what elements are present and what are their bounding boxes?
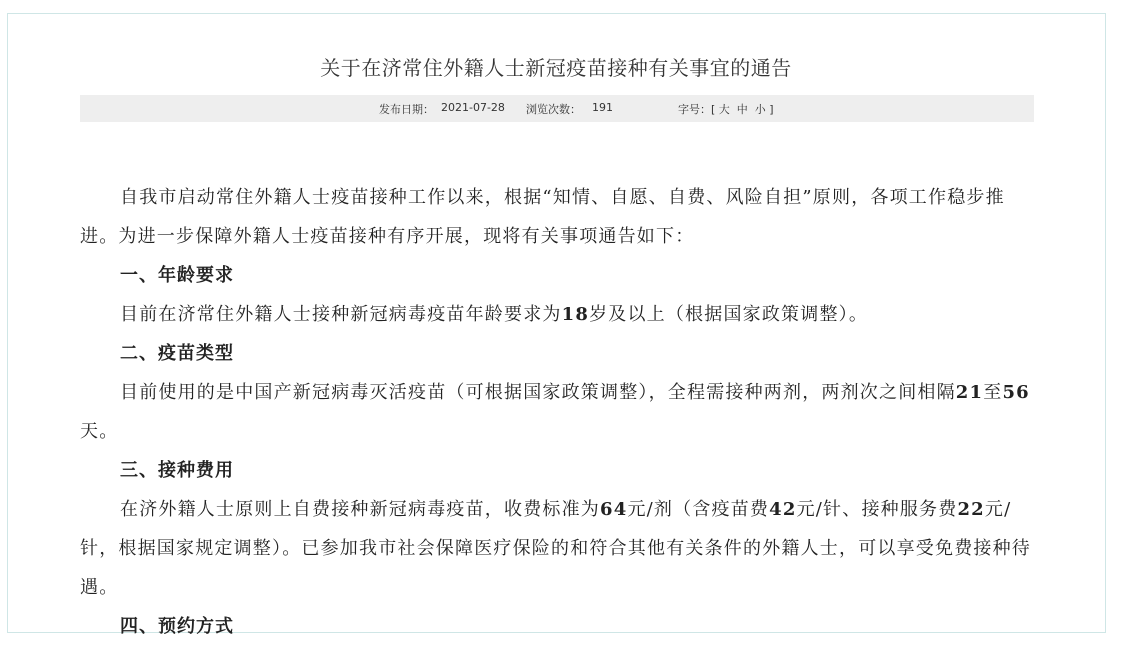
service-fee: 22 bbox=[957, 499, 985, 520]
section-heading-fees: 三、接种费用 bbox=[120, 460, 234, 481]
fees-text-d: 元/针，根据国家规定调整）。已参加我市社会保障医疗保险的和符合其他有关条件的外籍人士，可以享受免费接种待遇。 bbox=[80, 499, 1031, 598]
font-size-large-button[interactable]: 大 bbox=[718, 103, 730, 116]
interval-min: 21 bbox=[955, 382, 984, 403]
vaccine-text-a: 目前使用的是中国产新冠病毒灭活疫苗（可根据国家政策调整），全程需接种两剂，两剂次之间相隔 bbox=[120, 382, 956, 403]
section-heading-vaccine-type: 二、疫苗类型 bbox=[120, 343, 234, 364]
intro-paragraph: 自我市启动常住外籍人士疫苗接种工作以来，根据“知情、自愿、自费、风险自担”原则，各项工作稳步推进。为进一步保障外籍人士疫苗接种有序开展，现将有关事项通告如下： bbox=[80, 187, 1005, 247]
font-size-medium-button[interactable]: 中 bbox=[736, 103, 748, 116]
fee-per-dose: 64 bbox=[600, 499, 628, 520]
fees-paragraph bbox=[80, 490, 1040, 607]
publish-date: 2021-07-28 bbox=[441, 101, 505, 114]
fees-text-a: 在济外籍人士原则上自费接种新冠病毒疫苗，收费标准为 bbox=[120, 499, 600, 520]
age-text-b: 岁及以上（根据国家政策调整）。 bbox=[589, 304, 869, 325]
fees-text-c: 元/针、接种服务费 bbox=[796, 499, 958, 520]
interval-max: 56 bbox=[1002, 382, 1030, 403]
section-heading-age: 一、年龄要求 bbox=[120, 265, 234, 286]
publish-date-label: 发布日期： bbox=[379, 103, 434, 116]
view-count: 191 bbox=[592, 101, 613, 114]
age-number: 18 bbox=[561, 304, 590, 325]
view-count-label: 浏览次数： bbox=[526, 103, 581, 116]
vaccine-fee: 42 bbox=[769, 499, 797, 520]
age-text-a: 目前在济常住外籍人士接种新冠病毒疫苗年龄要求为 bbox=[120, 304, 562, 325]
section-heading-appointment: 四、预约方式 bbox=[120, 616, 234, 637]
font-size-selector bbox=[678, 101, 774, 117]
age-paragraph bbox=[80, 295, 1040, 334]
vaccine-text-mid: 至 bbox=[983, 382, 1003, 403]
article-body bbox=[80, 178, 1040, 646]
vaccine-type-paragraph bbox=[80, 373, 1040, 451]
page-title: 关于在济常住外籍人士新冠疫苗接种有关事宜的通告 bbox=[320, 56, 792, 80]
fees-text-b: 元/剂（含疫苗费 bbox=[627, 499, 770, 520]
font-size-label: 字号：[ bbox=[678, 103, 716, 116]
vaccine-text-b: 天。 bbox=[80, 421, 119, 442]
font-size-small-button[interactable]: 小 bbox=[754, 103, 766, 116]
article-meta-bar bbox=[80, 95, 1034, 122]
font-size-close-bracket: ] bbox=[769, 103, 774, 116]
